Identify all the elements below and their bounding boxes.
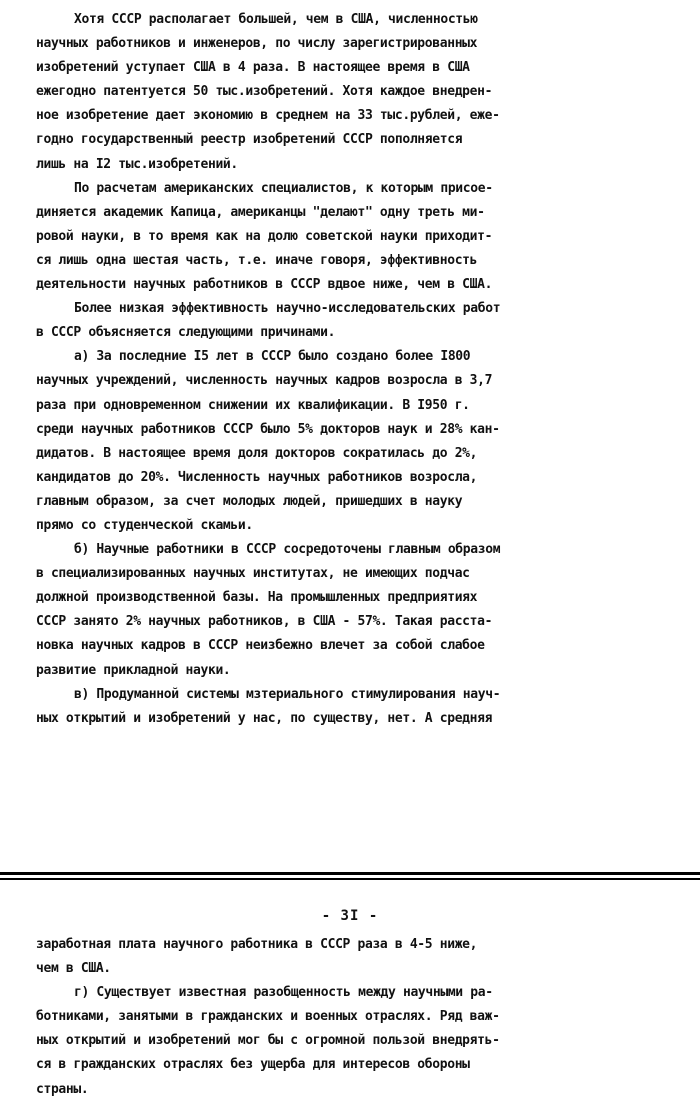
text-line: Хотя СССР располагает большей, чем в США, численностью [74, 12, 478, 27]
text-line: в) Продуманной системы мзтериального стимулирования науч- [74, 686, 501, 702]
text-line: новка научных кадров в СССР неизбежно влечет за собой слабое [36, 638, 485, 654]
typed-text-block [36, 8, 668, 731]
text-line: развитие прикладной науки. [36, 662, 231, 678]
text-line: главным образом, за счет молодых людей, пришедших в науку [36, 493, 463, 509]
text-line: годно государственный реестр изобретений СССР пополняется [36, 132, 463, 148]
text-line: деятельности научных работников в СССР вдвое ниже, чем в США. [36, 277, 493, 293]
text-line: должной производственной базы. На промышленных предприятиях [36, 590, 478, 606]
text-line: прямо со студенческой скамьи. [36, 517, 253, 533]
text-line: изобретений уступает США в 4 раза. В настоящее время в США [36, 60, 470, 76]
text-line: среди научных работников СССР было 5% докторов наук и 28% кан- [36, 421, 500, 437]
text-line: ежегодно патентуется 50 тыс.изобретений. Хотя каждое внедрен- [36, 84, 493, 100]
text-line: диняется академик Капица, американцы "делают" одну треть ми- [36, 204, 485, 220]
text-line: научных учреждений, численность научных кадров возросла в 3,7 [36, 373, 493, 389]
text-line: г) Существует известная разобщенность между научными ра- [74, 985, 493, 1001]
page-number: - 3I - [321, 908, 379, 924]
text-line: дидатов. В настоящее время доля докторов сократилась до 2%, [36, 445, 478, 461]
text-line: лишь на I2 тыс.изобретений. [36, 156, 238, 172]
text-line: Более низкая эффективность научно-исследовательских работ [74, 301, 501, 317]
text-line: а) За последние I5 лет в СССР было создано более I800 [74, 349, 471, 365]
text-line: СССР занято 2% научных работников, в США - 57%. Такая расста- [36, 614, 493, 630]
text-line: ных открытий и изобретений мог бы с огромной пользой внедрять- [36, 1033, 500, 1049]
page-bottom-section [0, 880, 700, 1117]
text-line: По расчетам американских специалистов, к которым присое- [74, 180, 493, 196]
text-line: научных работников и инженеров, по числу зарегистрированных [36, 36, 478, 52]
text-line: ботниками, занятыми в гражданских и военных отраслях. Ряд важ- [36, 1009, 500, 1025]
text-line: в СССР объясняется следующими причинами. [36, 325, 336, 341]
text-line: б) Научные работники в СССР сосредоточены главным образом [74, 542, 501, 558]
text-line: раза при одновременном снижении их квалификации. В I950 г. [36, 397, 470, 413]
text-line: страны. [36, 1081, 89, 1097]
text-line: ное изобретение дает экономию в среднем на 33 тыс.рублей, еже- [36, 108, 500, 124]
text-line: кандидатов до 20%. Численность научных работников возросла, [36, 469, 478, 485]
typed-text-block-continued [36, 933, 668, 1102]
page-divider [0, 872, 700, 880]
text-line: чем в США. [36, 961, 111, 977]
text-line: ных открытий и изобретений у нас, по существу, нет. А средняя [36, 710, 493, 726]
text-line: ся в гражданских отраслях без ущерба для интересов обороны [36, 1057, 470, 1073]
text-line: в специализированных научных институтах, не имеющих подчас [36, 566, 470, 582]
text-line: заработная плата научного работника в СССР раза в 4-5 ниже, [36, 937, 478, 952]
text-line: ровой науки, в то время как на долю советской науки приходит- [36, 228, 493, 244]
text-line: ся лишь одна шестая часть, т.е. иначе говоря, эффективность [36, 252, 478, 268]
